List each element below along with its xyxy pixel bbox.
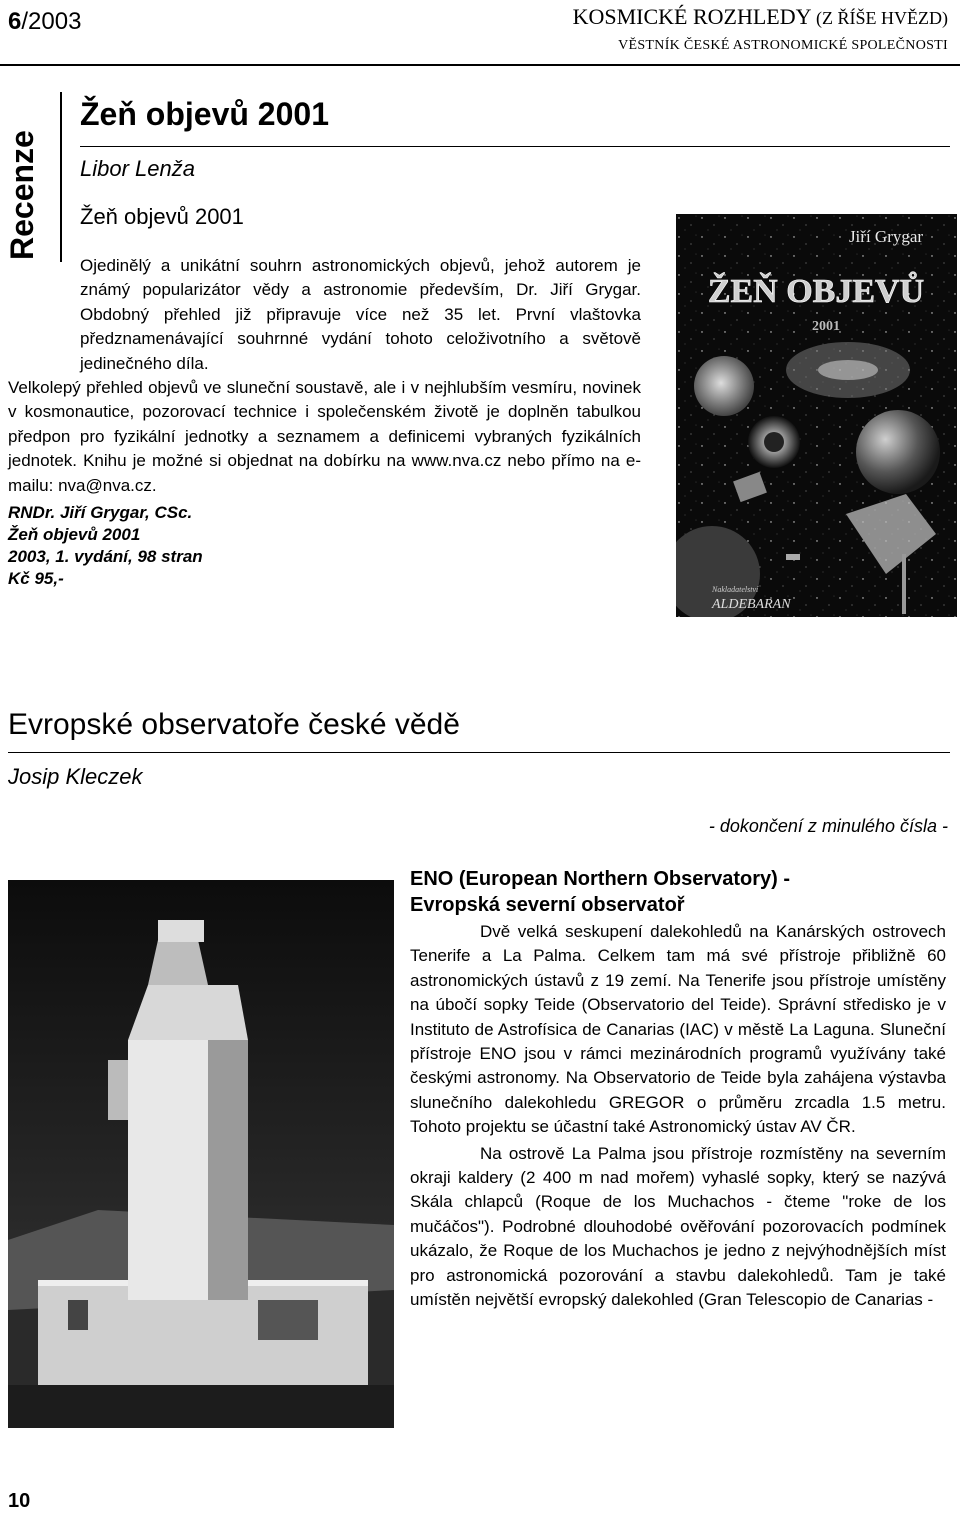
- book-info-price: Kč 95,-: [8, 569, 64, 588]
- observatory-tower-image: [8, 880, 394, 1428]
- cover-year: 2001: [812, 319, 840, 334]
- magazine-title: [573, 4, 948, 30]
- review-title: Žeň objevů 2001: [80, 96, 329, 132]
- magazine-title-suffix: (Z ŘÍŠE HVĚZD): [811, 8, 948, 28]
- magazine-subtitle: VĚSTNÍK ČESKÉ ASTRONOMICKÉ SPOLEČNOSTI: [618, 38, 948, 53]
- magazine-title-main: KOSMICKÉ ROZHLEDY: [572, 4, 812, 29]
- article-author: Josip Kleczek: [8, 764, 143, 789]
- issue-number: [8, 8, 81, 36]
- review-paragraph-2: Velkolepý přehled objevů ve sluneční soustavě, ale i v nejhlubším vesmíru, novinek v kosmonautice, pozorovací technice i společenském životě je doplněn tabulkou předpon pro fyzikální jednotky a seznamem a definicemi vybraných fyzikálních jednotek. Knihu je možné si objednat na dobírku na www.nva.cz nebo přímo na e-mailu: nva@nva.cz.: [8, 378, 641, 495]
- review-body: [8, 254, 641, 498]
- book-info-author: RNDr. Jiří Grygar, CSc.: [8, 503, 193, 522]
- review-paragraph-1: Ojedinělý a unikátní souhrn astronomických objevů, jehož autorem je známý popularizátor vědy a astronomie především, Dr. Jiří Grygar. Obdobný přehled již připravuje více než 35 let. První vlaštovka předznamenávající souhrnné vydání tohoto celoživotního a světově jedinečného díla.: [80, 256, 641, 373]
- book-cover-image: [676, 214, 957, 617]
- article-paragraph-2: Na ostrově La Palma jsou přístroje rozmístěny na severním okraji kaldery (2 400 m nad mořem) vyhaslé sopky, který se nazývá Skála chlapců (Roque de los Muchachos - čteme "roke de los mučáčos"). Podrobné dlouhodobé ověřování pozorovacích podmínek ukázalo, že Roque de los Muchachos je jedno z nejvýhodnějších míst pro astronomická pozorování a stavbu dalekohledů. Tam je také umístěn největší evropský dalekohled (Gran Telescopio de Canarias -: [410, 1143, 946, 1310]
- review-book-info: [8, 502, 203, 590]
- article-paragraph-1: Dvě velká seskupení dalekohledů na Kanárských ostrovech Tenerife a La Palma. Celkem tam má své přístroje přibližně 60 astronomických ústavů z 19 zemí. Na Tenerife jsou přístroje umístěny na úbočí sopky Teide (Observatorio del Teide). Správní středisko je v Instituto de Astrofísica de Canarias (IAC) v městě La Laguna. Sluneční přístroje ENO jsou v rámci mezinárodních programů využívány také českými astronomy. Na Observatorio de Teide byla zahájena výstavba slunečního dalekohledu GREGOR o průměru zrcadla 1.5 metru. Tohoto projektu se účastní také Astronomický ústav AV ČR.: [410, 922, 946, 1137]
- review-author: Libor Lenža: [80, 156, 195, 181]
- issue-number-value: 6: [8, 8, 22, 35]
- section-label: Recenze: [4, 130, 40, 260]
- cover-title: ŽEŇ OBJEVŮ: [707, 273, 925, 310]
- eno-heading-line1: ENO (European Northern Observatory) -: [410, 868, 791, 890]
- review-book-title: Žeň objevů 2001: [80, 204, 244, 229]
- eno-heading-line2: Evropská severní observatoř: [410, 894, 685, 916]
- cover-sun-image: [694, 356, 754, 416]
- eno-heading: [410, 866, 790, 918]
- book-info-title: Žeň objevů 2001: [8, 525, 141, 544]
- cover-satellite-image: [786, 554, 800, 560]
- review-title-rule: [80, 146, 950, 147]
- cover-publisher-line2: ALDEBARAN: [712, 597, 791, 612]
- cover-planet-image: [856, 410, 940, 494]
- issue-year: /2003: [21, 8, 82, 35]
- book-info-edition: 2003, 1. vydání, 98 stran: [8, 547, 203, 566]
- page-number: 10: [8, 1490, 31, 1512]
- book-cover-art: [676, 214, 957, 617]
- section-divider: [60, 92, 62, 262]
- header-divider: [0, 64, 960, 66]
- article-title-rule: [8, 752, 950, 753]
- article-body: [410, 920, 946, 1313]
- observatory-photo: [8, 880, 394, 1428]
- cover-author: Jiří Grygar: [848, 227, 924, 246]
- article-title: Evropské observatoře české vědě: [8, 708, 460, 741]
- article-continuation-note: - dokončení z minulého čísla -: [708, 816, 948, 836]
- cover-publisher-line1: Nakladatelství: [712, 585, 759, 594]
